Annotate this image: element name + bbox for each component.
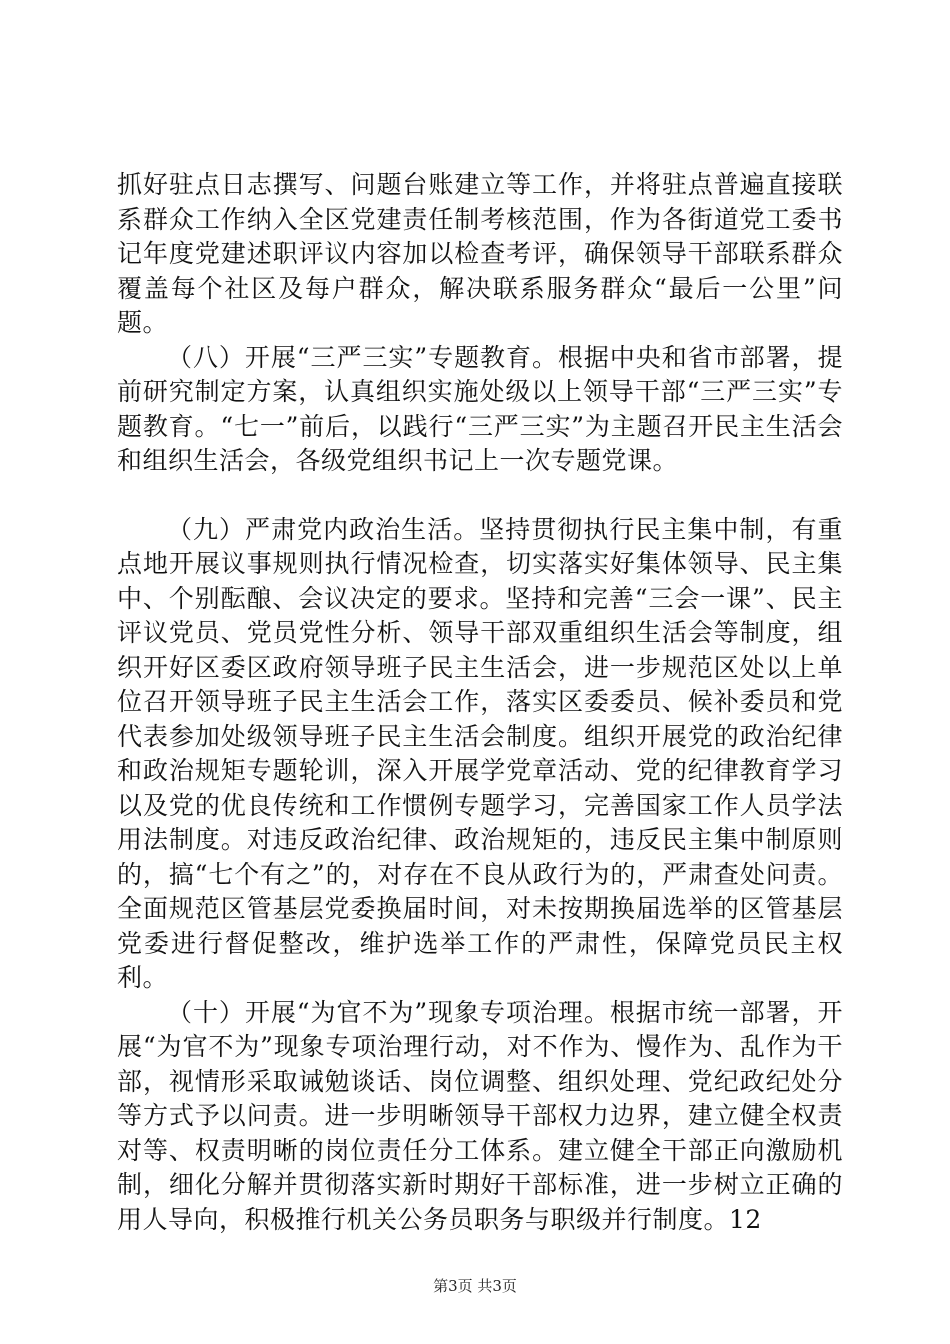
paragraph-section-8: （八）开展“三严三实”专题教育。根据中央和省市部署，提前研究制定方案，认真组织实施处级以上领导干部“三严三实”专题教育。“七一”前后，以践行“三严三实”为主题召开民主生活会和组织生活会，各级党组织书记上一次专题党课。 [117,342,843,475]
page-number-footer: 第3页 共3页 [433,1277,517,1295]
paragraph-section-9: （九）严肃党内政治生活。坚持贯彻执行民主集中制，有重点地开展议事规则执行情况检查，切实落实好集体领导、民主集中、个别酝酿、会议决定的要求。坚持和完善“三会一课”、民主评议党员、党员党性分析、领导干部双重组织生活会等制度，组织开好区委区政府领导班子民主生活会，进一步规范区处以上单位召开领导班子民主生活会工作，落实区委委员、候补委员和党代表参加处级领导班子民主生活会制度。组织开展党的政治纪律和政治规矩专题轮训，深入开展学党章活动、党的纪律教育学习以及党的优良传统和工作惯例专题学习，完善国家工作人员学法用法制度。对违反政治纪律、政治规矩的，违反民主集中制原则的，搞“七个有之”的，对存在不良从政行为的，严肃查处问责。全面规范区管基层党委换届时间，对未按期换届选举的区管基层党委进行督促整改，维护选举工作的严肃性，保障党员民主权利。 [117,514,843,992]
paragraph-continuation: 抓好驻点日志撰写、问题台账建立等工作，并将驻点普遍直接联系群众工作纳入全区党建责任制考核范围，作为各街道党工委书记年度党建述职评议内容加以检查考评，确保领导干部联系群众覆盖每个社区及每户群众，解决联系服务群众“最后一公里”问题。 [117,170,843,337]
document-body [117,168,843,1237]
paragraph-section-10: （十）开展“为官不为”现象专项治理。根据市统一部署，开展“为官不为”现象专项治理行动，对不作为、慢作为、乱作为干部，视情形采取诫勉谈话、岗位调整、组织处理、党纪政纪处分等方式予以问责。进一步明晰领导干部权力边界，建立健全权责对等、权责明晰的岗位责任分工体系。建立健全干部正向激励机制，细化分解并贯彻落实新时期好干部标准，进一步树立正确的用人导向，积极推行机关公务员职务与职级并行制度。12 [117,997,843,1234]
